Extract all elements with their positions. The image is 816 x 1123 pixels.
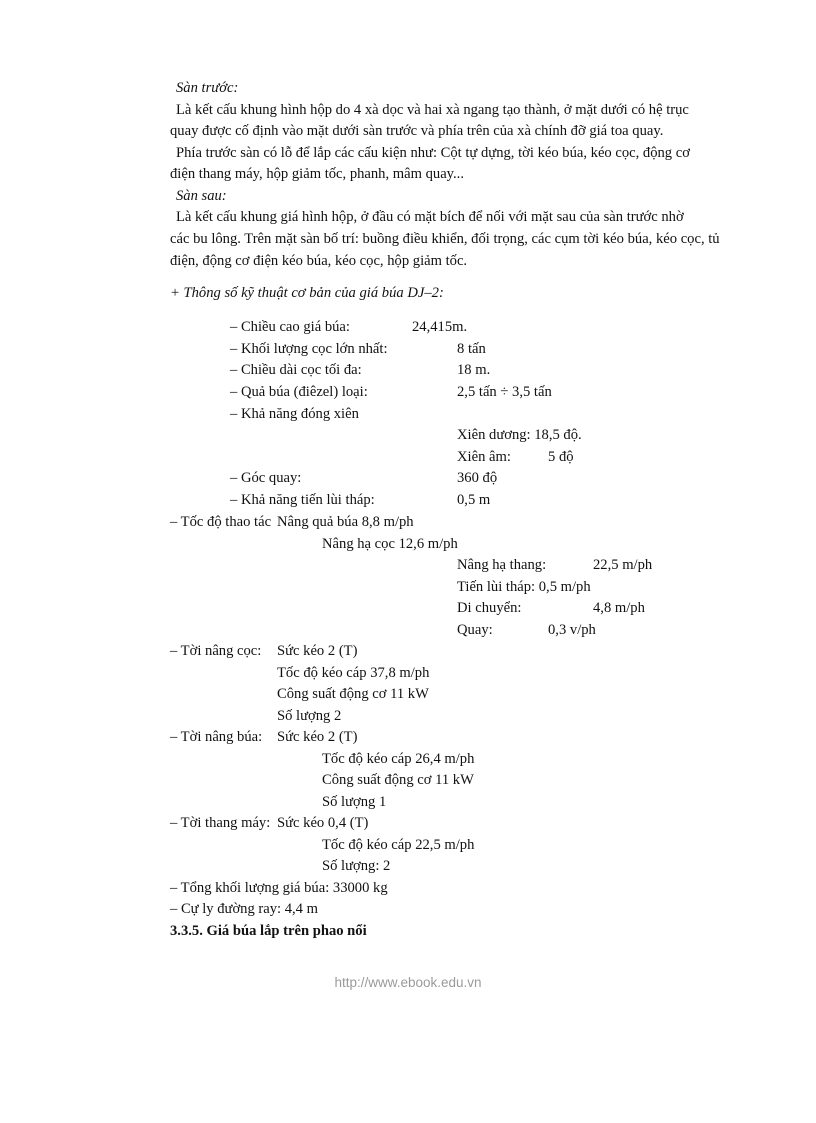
toi-nang-bua-so-luong: Số lượng 1 bbox=[322, 794, 387, 810]
toc-do-nang-coc: Nâng hạ cọc 12,6 m/ph bbox=[322, 536, 458, 552]
toi-thang-may-so-luong: Số lượng: 2 bbox=[322, 858, 391, 874]
san-truoc-p2-line1: Phía trước sàn có lỗ để lắp các cấu kiện như: Cột tự dựng, tời kéo búa, kéo cọc, động cơ bbox=[176, 145, 690, 161]
xien-am-value: 5 độ bbox=[548, 449, 574, 465]
spec-label: – Khối lượng cọc lớn nhất: bbox=[230, 341, 388, 357]
san-truoc-heading: Sàn trước: bbox=[176, 80, 239, 96]
toi-thang-may-label: – Tời thang máy: bbox=[170, 815, 271, 831]
toc-do-quay-value: 0,3 v/ph bbox=[548, 622, 596, 638]
toc-do-di-chuyen-value: 4,8 m/ph bbox=[593, 600, 645, 616]
toi-nang-bua-toc-do: Tốc độ kéo cáp 26,4 m/ph bbox=[322, 751, 475, 767]
section-heading: 3.3.5. Giá búa lắp trên phao nổi bbox=[170, 923, 367, 939]
spec-value: 360 độ bbox=[457, 470, 498, 486]
san-truoc-p2-line2: điện thang máy, hộp giảm tốc, phanh, mâm quay... bbox=[170, 166, 464, 182]
spec-label: – Chiều dài cọc tối đa: bbox=[230, 362, 362, 378]
toi-nang-bua-suc-keo: Sức kéo 2 (T) bbox=[277, 729, 358, 745]
specs-heading: + Thông số kỹ thuật cơ bản của giá búa DJ–2: bbox=[170, 285, 444, 301]
spec-value: 2,5 tấn ÷ 3,5 tấn bbox=[457, 384, 552, 400]
toc-do-di-chuyen-label: Di chuyển: bbox=[457, 600, 522, 616]
san-sau-line3: điện, động cơ điện kéo búa, kéo cọc, hộp giảm tốc. bbox=[170, 253, 468, 269]
xien-duong: Xiên dương: 18,5 độ. bbox=[457, 427, 582, 443]
san-sau-line1: Là kết cấu khung giá hình hộp, ở đầu có mặt bích để nối với mặt sau của sàn trước nhờ bbox=[176, 209, 684, 225]
toi-nang-coc-cong-suat: Công suất động cơ 11 kW bbox=[277, 686, 429, 702]
xien-am-label: Xiên âm: bbox=[457, 449, 511, 465]
toi-thang-may-toc-do: Tốc độ kéo cáp 22,5 m/ph bbox=[322, 837, 475, 853]
san-sau-heading: Sàn sau: bbox=[176, 188, 227, 204]
toc-do-nang-bua: Nâng quả búa 8,8 m/ph bbox=[277, 514, 414, 530]
spec-value: 0,5 m bbox=[457, 492, 491, 508]
toc-do-label: – Tốc độ thao tác bbox=[170, 514, 272, 530]
spec-label: – Quả búa (điêzel) loại: bbox=[230, 384, 368, 400]
toi-nang-coc-so-luong: Số lượng 2 bbox=[277, 708, 342, 724]
toi-nang-coc-toc-do: Tốc độ kéo cáp 37,8 m/ph bbox=[277, 665, 430, 681]
san-truoc-p1-line2: quay được cố định vào mặt dưới sàn trước và phía trên của xà chính đỡ giá toa quay. bbox=[170, 123, 664, 139]
toc-do-nang-thang-value: 22,5 m/ph bbox=[593, 557, 653, 573]
toi-nang-coc-suc-keo: Sức kéo 2 (T) bbox=[277, 643, 358, 659]
toc-do-quay-label: Quay: bbox=[457, 622, 493, 638]
toc-do-tien-lui: Tiến lùi tháp: 0,5 m/ph bbox=[457, 579, 591, 595]
toi-nang-bua-cong-suat: Công suất động cơ 11 kW bbox=[322, 772, 474, 788]
spec-label: – Khả năng đóng xiên bbox=[230, 406, 359, 422]
spec-label: – Khả năng tiến lùi tháp: bbox=[230, 492, 375, 508]
toi-thang-may-suc-keo: Sức kéo 0,4 (T) bbox=[277, 815, 369, 831]
cu-ly-duong-ray: – Cự ly đường ray: 4,4 m bbox=[170, 901, 318, 917]
spec-label: – Góc quay: bbox=[230, 470, 302, 486]
toc-do-nang-thang-label: Nâng hạ thang: bbox=[457, 557, 547, 573]
toi-nang-bua-label: – Tời nâng búa: bbox=[170, 729, 263, 745]
san-truoc-p1-line1: Là kết cấu khung hình hộp do 4 xà dọc và hai xà ngang tạo thành, ở mặt dưới có hệ trục bbox=[176, 102, 689, 118]
spec-value: 18 m. bbox=[457, 362, 491, 378]
toi-nang-coc-label: – Tời nâng cọc: bbox=[170, 643, 262, 659]
spec-value: 24,415m. bbox=[412, 319, 468, 335]
san-sau-line2: các bu lông. Trên mặt sàn bố trí: buồng điều khiển, đối trọng, các cụm tời kéo búa, kéo cọc, tủ bbox=[170, 231, 720, 247]
spec-label: – Chiều cao giá búa: bbox=[230, 319, 350, 335]
footer-url: http://www.ebook.edu.vn bbox=[334, 975, 482, 990]
spec-value: 8 tấn bbox=[457, 341, 486, 357]
tong-khoi-luong: – Tổng khối lượng giá búa: 33000 kg bbox=[170, 880, 388, 896]
